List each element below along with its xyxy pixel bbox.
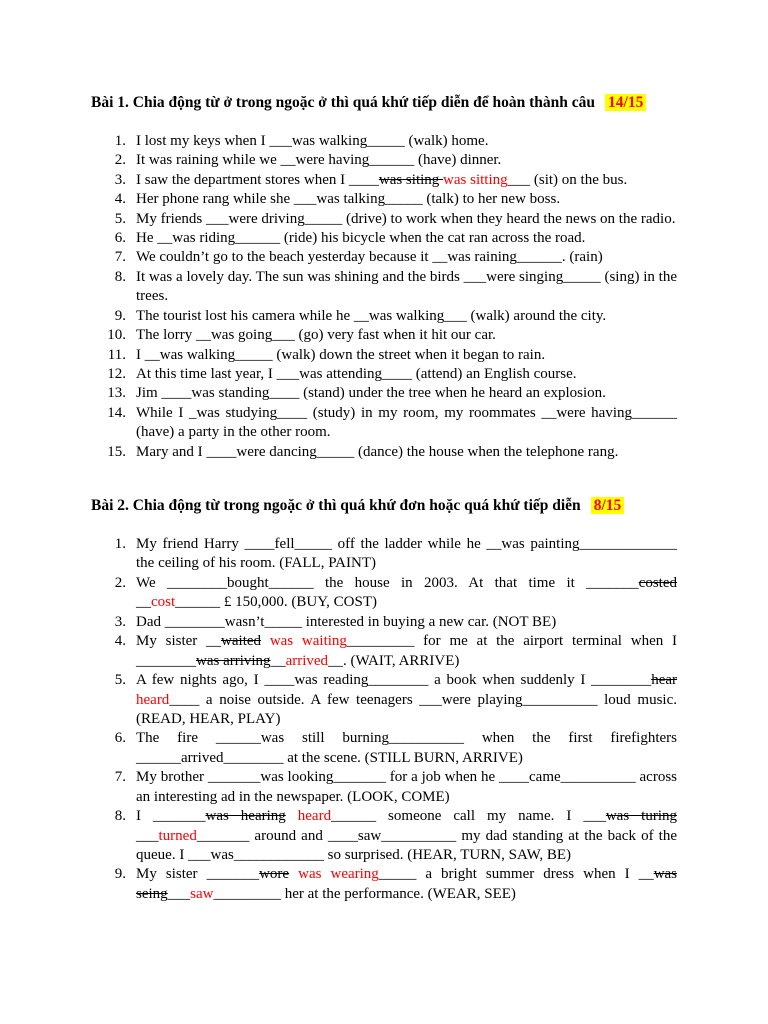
struck-answer: was hearing bbox=[205, 808, 286, 825]
sentence-text: Jim ____was standing____ (stand) under the tree when he heard an explosion. bbox=[136, 385, 606, 402]
sentence-text: The lorry __was going___ (go) very fast when it hit our car. bbox=[136, 327, 496, 344]
sentence-text: The fire ______was still burning__________ when the first firefighters ______arrived________ at the scene. (STILL BURN, ARRIVE) bbox=[136, 730, 677, 766]
sentence-text: My sister __ bbox=[136, 633, 222, 650]
sentence-text: ___ bbox=[136, 827, 159, 844]
sentence-text bbox=[289, 866, 298, 882]
sentence-text: ___ (sit) on the bus. bbox=[507, 171, 628, 188]
item-number: 6. bbox=[114, 230, 126, 246]
sentence-text: _________ her at the performance. (WEAR, SEE) bbox=[213, 885, 516, 902]
sentence-text: A few nights ago, I ____was reading________ a book when suddenly I ________ bbox=[136, 672, 652, 689]
item-number: 1. bbox=[114, 133, 126, 149]
item-text bbox=[136, 443, 677, 462]
item-text bbox=[136, 132, 677, 151]
sentence-text: My friend Harry ____fell_____ off the ladder while he __was painting_____________ the ceiling of his room. (FALL, PAINT) bbox=[136, 536, 677, 572]
item-number: 15. bbox=[107, 443, 126, 460]
item-number: 3. bbox=[114, 171, 126, 188]
correction-answer: saw bbox=[190, 885, 214, 902]
sentence-text: It was a lovely day. The sun was shining and the birds ___were singing_____ (sing) in the trees. bbox=[136, 268, 677, 305]
item-number: 4. bbox=[114, 633, 126, 650]
item-text bbox=[136, 229, 677, 248]
exercise-1-heading bbox=[91, 94, 646, 112]
exercise-1-title: Bài 1. Chia động từ ở trong ngoặc ở thì quá khứ tiếp diễn để hoàn thành câu bbox=[91, 94, 596, 111]
item-number: 13. bbox=[107, 385, 126, 402]
item-number: 14. bbox=[107, 404, 126, 421]
sentence-text: I __was walking_____ (walk) down the street when it began to rain. bbox=[136, 346, 546, 363]
item-number: 6. bbox=[114, 730, 126, 747]
struck-answer: was siting bbox=[378, 171, 444, 188]
sentence-text: __ bbox=[136, 594, 151, 611]
item-text bbox=[136, 171, 677, 190]
item-text bbox=[136, 190, 677, 209]
struck-answer: hear bbox=[651, 672, 677, 689]
correction-answer: heard bbox=[136, 691, 170, 708]
struck-answer: was arriving bbox=[196, 652, 271, 669]
item-text bbox=[136, 729, 677, 768]
sentence-text bbox=[286, 808, 298, 824]
item-text bbox=[136, 865, 677, 904]
correction-answer: turned bbox=[158, 827, 197, 844]
item-text bbox=[136, 248, 677, 267]
struck-answer: wore bbox=[259, 866, 290, 883]
struck-answer: was seing bbox=[136, 866, 678, 902]
exercise-2-title: Bài 2. Chia động từ trong ngoặc ở thì quá khứ đơn hoặc quá khứ tiếp diễn bbox=[91, 497, 581, 514]
sentence-text: I saw the department stores when I ____ bbox=[136, 171, 379, 188]
item-text bbox=[136, 210, 677, 229]
item-number: 7. bbox=[114, 769, 126, 786]
sentence-text: My sister _______ bbox=[136, 866, 260, 883]
sentence-text: Her phone rang while she ___was talking_____ (talk) to her new boss. bbox=[136, 191, 561, 208]
sentence-text: ____ a noise outside. A few teenagers ___were playing__________ loud music. (READ, HEAR, PLAY) bbox=[136, 691, 677, 728]
item-text bbox=[136, 574, 677, 613]
sentence-text: Dad ________wasn’t_____ interested in buying a new car. (NOT BE) bbox=[136, 614, 557, 630]
item-text bbox=[136, 535, 677, 574]
sentence-text: __ bbox=[270, 652, 286, 669]
sentence-text: Mary and I ____were dancing_____ (dance) the house when the telephone rang. bbox=[136, 443, 619, 460]
item-text bbox=[136, 613, 677, 632]
sentence-text: The tourist lost his camera while he __was walking___ (walk) around the city. bbox=[136, 307, 607, 324]
item-number: 2. bbox=[114, 575, 126, 591]
correction-answer: arrived bbox=[285, 652, 329, 669]
item-number: 5. bbox=[114, 672, 126, 689]
exercise-1-score: 14/15 bbox=[605, 94, 646, 111]
correction-answer: was sitting bbox=[443, 171, 508, 188]
item-text bbox=[136, 768, 677, 807]
struck-answer: costed bbox=[638, 575, 677, 591]
item-number: 8. bbox=[114, 268, 126, 285]
item-number: 8. bbox=[114, 808, 126, 825]
sentence-text: My friends ___were driving_____ (drive) to work when they heard the news on the radio. bbox=[136, 210, 676, 227]
item-number: 1. bbox=[114, 536, 126, 552]
item-text bbox=[136, 346, 677, 365]
struck-answer: waited bbox=[221, 633, 262, 650]
sentence-text: I _______ bbox=[136, 808, 206, 825]
item-number: 10. bbox=[107, 327, 126, 344]
sentence-text: ___ bbox=[167, 885, 191, 902]
item-number: 4. bbox=[114, 191, 126, 208]
correction-answer: was wearing bbox=[298, 866, 379, 883]
struck-answer: was turing bbox=[605, 808, 677, 825]
item-number: 11. bbox=[107, 346, 126, 363]
item-number: 7. bbox=[114, 249, 126, 266]
item-text bbox=[136, 384, 677, 403]
sentence-text: I lost my keys when I ___was walking_____ (walk) home. bbox=[136, 133, 489, 149]
item-number: 5. bbox=[114, 210, 126, 227]
sentence-text: _____ a bright summer dress when I __ bbox=[378, 866, 654, 883]
item-text bbox=[136, 807, 677, 865]
sentence-text: He __was riding______ (ride) his bicycle when the cat ran across the road. bbox=[136, 230, 586, 246]
sentence-text bbox=[261, 633, 270, 649]
item-number: 12. bbox=[107, 366, 126, 382]
item-number: 3. bbox=[114, 614, 126, 630]
item-text bbox=[136, 151, 677, 170]
sentence-text: _________ for me at the airport terminal when I ________ bbox=[136, 633, 677, 669]
exercise-2-heading bbox=[91, 497, 624, 515]
sentence-text: ______ £ 150,000. (BUY, COST) bbox=[175, 594, 377, 611]
item-text bbox=[136, 404, 677, 443]
item-text bbox=[136, 671, 677, 729]
sentence-text: __. (WAIT, ARRIVE) bbox=[328, 652, 460, 669]
sentence-text: We couldn’t go to the beach yesterday because it __was raining______. (rain) bbox=[136, 249, 603, 266]
sentence-text: At this time last year, I ___was attending____ (attend) an English course. bbox=[136, 366, 577, 382]
item-number: 9. bbox=[114, 307, 126, 324]
item-number: 2. bbox=[114, 152, 126, 169]
item-text bbox=[136, 632, 677, 671]
sentence-text: _______ around and ____saw__________ my dad standing at the back of the queue. I ___was____________ so surprised. (HEAR, TURN, SAW, BE) bbox=[136, 827, 677, 864]
correction-answer: heard bbox=[297, 808, 332, 825]
exercise-2-score: 8/15 bbox=[591, 497, 625, 514]
sentence-text: We ________bought______ the house in 2003. At that time it _______ bbox=[136, 575, 639, 591]
correction-answer: was waiting bbox=[269, 633, 347, 650]
correction-answer: cost bbox=[151, 594, 176, 611]
sentence-text: My brother _______was looking_______ for a job when he ____came__________ across an interesting ad in the newspaper. (LOOK, COME) bbox=[136, 769, 677, 805]
sentence-text: It was raining while we __were having______ (have) dinner. bbox=[136, 152, 502, 169]
item-text bbox=[136, 268, 677, 307]
item-text bbox=[136, 307, 677, 326]
item-text bbox=[136, 326, 677, 345]
sentence-text: While I _was studying____ (study) in my room, my roommates __were having______ (have) a party in the other room. bbox=[136, 404, 677, 441]
item-number: 9. bbox=[114, 866, 126, 883]
item-text bbox=[136, 365, 677, 384]
sentence-text: ______ someone call my name. I ___ bbox=[331, 808, 606, 825]
